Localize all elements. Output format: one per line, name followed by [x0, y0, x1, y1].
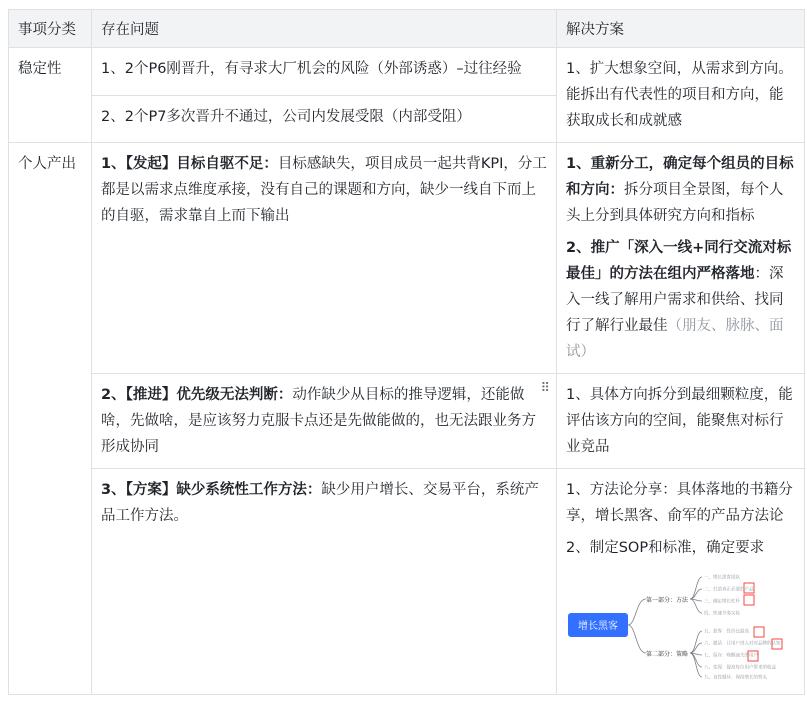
problem-cell[interactable]: [92, 469, 557, 695]
solution-text: 拆分项目全景图，每个人头上分到具体研究方向和指标: [566, 182, 784, 224]
solution-text: 2、制定SOP和标准，确定要求: [566, 540, 765, 556]
solution-text: 1、具体方向拆分到最细颗粒度，能评估该方向的空间，能聚焦对标行业竞品: [566, 387, 793, 455]
mindmap-leaf-label: 二、打造真正必要的产品: [704, 587, 754, 593]
solution-text: 1、扩大想象空间，从需求到方向。能拆出有代表性的项目和方向，能获取成长和成就感: [566, 61, 793, 129]
table-row: [9, 48, 805, 96]
problem-heading: 3、【方案】缺少系统性工作方法：: [101, 482, 322, 498]
solution-cell[interactable]: [557, 374, 805, 469]
problem-text: 缺少用户增长、交易平台，系统产品工作方法。: [101, 482, 539, 524]
mindmap-connectors: [628, 577, 702, 677]
solution-heading: 1、重新分工，确定每个组员的目标和方向：: [566, 156, 794, 198]
category-cell-stability[interactable]: [9, 48, 92, 143]
highlight-box: [744, 595, 754, 605]
solution-paragraph: [566, 235, 795, 365]
problem-paragraph: [101, 382, 547, 460]
mindmap-branch-label: 第一部分：方法: [646, 597, 689, 604]
problem-cell[interactable]: [92, 374, 557, 469]
solution-text: 深入一线了解用户需求和供给、找同行了解行业最佳: [566, 266, 784, 334]
category-label: 稳定性: [18, 61, 62, 77]
problem-text: 1、2个P6刚晋升，有寻求大厂机会的风险（外部诱惑）–过往经验: [101, 61, 522, 77]
header-category: 事项分类: [9, 10, 92, 48]
solution-note: （朋友、脉脉、面试）: [566, 318, 784, 360]
mindmap-image[interactable]: [566, 569, 795, 690]
header-problem: 存在问题: [92, 10, 557, 48]
problem-paragraph: [101, 151, 547, 229]
mindmap-highlights: [744, 583, 782, 661]
problem-text: 动作缺少从目标的推导逻辑，还能做啥，先做啥，是应该努力克服卡点还是先做能做的，也无法跟业务方形成协同: [101, 387, 536, 455]
solution-cell[interactable]: [557, 143, 805, 374]
problem-heading: 1、【发起】目标自驱不足：: [101, 156, 278, 172]
mindmap-leaf-label: 六、激活：让用户进入对对品牌的认知: [704, 641, 781, 647]
problem-paragraph: [101, 477, 547, 529]
solution-text: 1、方法论分享：具体落地的书籍分享，增长黑客、俞军的产品方法论: [566, 482, 793, 524]
mindmap-leaf-label: 四、快速节奏实验: [704, 611, 740, 617]
problem-cell[interactable]: [92, 48, 557, 96]
mindmap-leaf-label: 八、变现：提高每位用户带来的收益: [704, 665, 776, 671]
solution-cell[interactable]: [557, 48, 805, 143]
table-row: [9, 374, 805, 469]
mindmap-branch-label: 第二部分：策略: [646, 651, 689, 658]
problem-cell[interactable]: [92, 143, 557, 374]
header-solution: 解决方案: [557, 10, 805, 48]
table-row: [9, 469, 805, 695]
mindmap-leaf-label: 五、获客：性价比最高: [704, 629, 749, 635]
mindmap-leaf-label: 一、增长黑客团队: [704, 575, 740, 581]
problem-cell[interactable]: [92, 95, 557, 143]
category-cell-output[interactable]: [9, 143, 92, 695]
mindmap-leaf-label: 七、留存：唤醒流失的用户: [704, 653, 758, 659]
mindmap-diagram: [566, 569, 796, 681]
solution-heading: 2、推广「深入一线+同行交流对标最佳」的方法在组内严格落地: [566, 240, 792, 282]
table-header-row: [9, 10, 805, 48]
drag-handle-icon[interactable]: ⠿: [540, 381, 548, 396]
highlight-box: [754, 627, 764, 637]
problem-text: 2、2个P7多次晋升不通过，公司内发展受限（内部受阻）: [101, 108, 471, 125]
solution-paragraph: [566, 151, 795, 229]
colon-text: ：: [754, 266, 769, 282]
mindmap-root-label: 增长黑客: [578, 621, 618, 632]
category-label: 个人产出: [18, 156, 76, 172]
problem-solution-table: [8, 9, 805, 695]
mindmap-leaf-label: 九、良性循环：保持增长的势头: [704, 675, 767, 681]
table-row: [9, 143, 805, 374]
mindmap-leaf-label: 三、确定增长杠杆: [704, 599, 740, 605]
solution-cell[interactable]: [557, 469, 805, 695]
problem-heading: 2、【推进】优先级无法判断：: [101, 387, 293, 403]
problem-text: 目标感缺失，项目成员一起共背KPI，分工都是以需求点维度承接，没有自己的课题和方向，缺少一线自下而上的自驱，需求靠自上而下输出: [101, 156, 547, 224]
